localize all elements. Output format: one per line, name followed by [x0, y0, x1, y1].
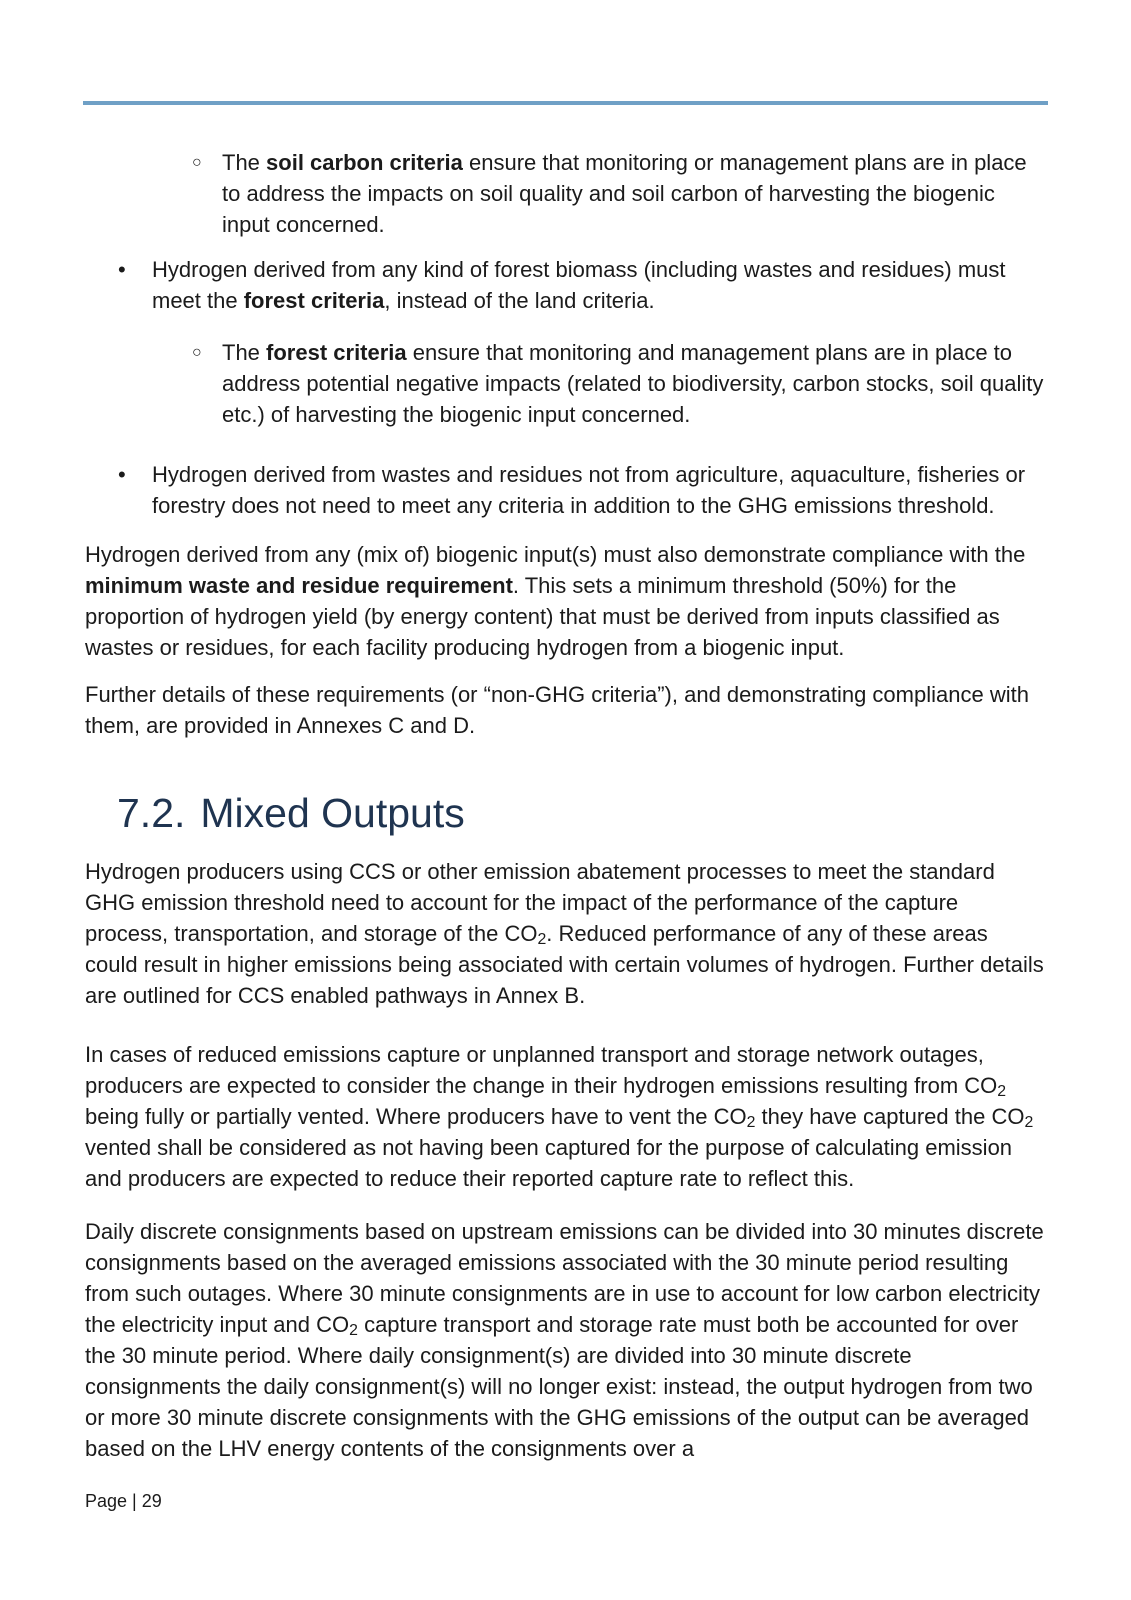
bullet-item-wastes-residues	[85, 459, 1046, 521]
sub-bullet-text: The forest criteria ensure that monitoring and management plans are in place to address potential negative impacts (related to biodiversity, carbon stocks, soil quality etc.) of harvesting the biogenic input concerned.	[222, 340, 1044, 427]
bullet-icon: •	[118, 462, 126, 487]
circle-bullet-icon: ○	[192, 344, 202, 361]
bullet-text: Hydrogen derived from any kind of forest biomass (including wastes and residues) must meet the forest criteria, instead of the land criteria.	[152, 257, 1006, 313]
bullet-icon: •	[118, 257, 126, 282]
circle-bullet-icon: ○	[192, 154, 202, 171]
paragraph-co2-vented: In cases of reduced emissions capture or unplanned transport and storage network outages, producers are expected to consider the change in their hydrogen emissions resulting from $CO_2$ being fully or partially vented. Where producers have to vent the $CO_2$ they have captured the $CO_2$ vented shall be considered as not having been captured for the purpose of calculating emission and producers are expected to reduce their reported capture rate to reflect this.	[85, 1042, 1034, 1191]
bullet-text: Hydrogen derived from wastes and residues not from agriculture, aquaculture, fisheries or forestry does not need to meet any criteria in addition to the GHG emissions threshold.	[152, 462, 1026, 518]
sub-bullet-item-soil-carbon	[85, 147, 1046, 240]
paragraph-further-details: Further details of these requirements (or “non-GHG criteria”), and demonstrating compliance with them, are provided in Annexes C and D.	[85, 682, 1029, 738]
bullet-item-forest-biomass	[85, 254, 1046, 316]
header-rule-divider	[83, 101, 1048, 105]
section-number: 7.2.	[117, 790, 186, 836]
section-heading-mixed-outputs	[117, 789, 1046, 837]
paragraph-daily-consignments: Daily discrete consignments based on upstream emissions can be divided into 30 minutes discrete consignments based on the averaged emissions associated with the 30 minute period resulting from such outages. Where 30 minute consignments are in use to account for low carbon electricity the electricity input and $CO_2$ capture transport and storage rate must both be accounted for over the 30 minute period. Where daily consignment(s) are divided into 30 minute discrete consignments the daily consignment(s) will no longer exist: instead, the output hydrogen from two or more 30 minute discrete consignments with the GHG emissions of the output can be averaged based on the LHV energy contents of the consignments over a	[85, 1219, 1044, 1461]
sub-bullet-text: The soil carbon criteria ensure that monitoring or management plans are in place to address the impacts on soil quality and soil carbon of harvesting the biogenic input concerned.	[222, 150, 1027, 237]
paragraph-ccs-capture: Hydrogen producers using CCS or other emission abatement processes to meet the standard GHG emission threshold need to account for the impact of the performance of the capture process, transportation, and storage of the $CO_2$. Reduced performance of any of these areas could result in higher emissions being associated with certain volumes of hydrogen. Further details are outlined for CCS enabled pathways in Annex B.	[85, 859, 1044, 1008]
page-content	[85, 147, 1046, 1464]
page-footer: Page | 29	[85, 1491, 162, 1511]
paragraph-minimum-waste-requirement: Hydrogen derived from any (mix of) biogenic input(s) must also demonstrate compliance with the minimum waste and residue requirement. This sets a minimum threshold (50%) for the proportion of hydrogen yield (by energy content) that must be derived from inputs classified as wastes or residues, for each facility producing hydrogen from a biogenic input.	[85, 542, 1026, 660]
section-title: Mixed Outputs	[200, 790, 465, 836]
sub-bullet-item-forest-criteria	[85, 337, 1046, 430]
